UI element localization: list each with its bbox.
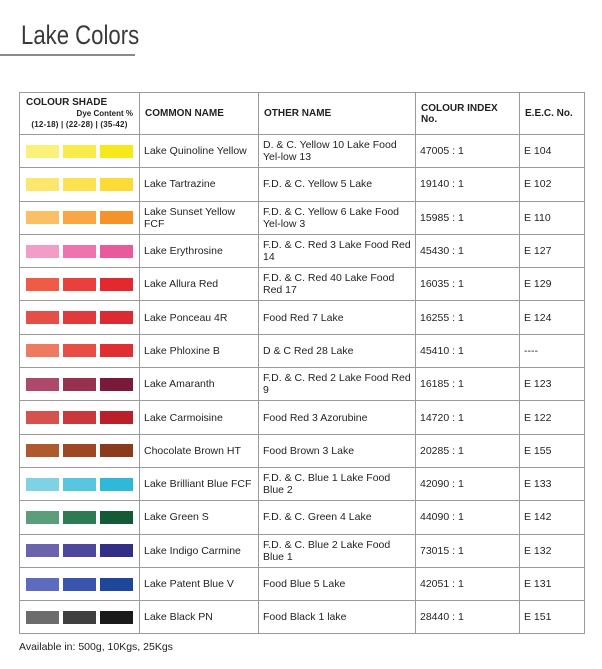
colour-swatch xyxy=(63,245,96,258)
colour-swatch xyxy=(26,411,59,424)
colour-swatch xyxy=(100,245,133,258)
colour-shade-cell xyxy=(20,434,140,467)
swatch-group xyxy=(24,278,135,291)
swatch-group xyxy=(24,511,135,524)
common-name-cell: Lake Green S xyxy=(140,501,259,534)
swatch-group xyxy=(24,211,135,224)
colour-swatch xyxy=(26,211,59,224)
eec-number-cell: E 131 xyxy=(520,567,585,600)
table-row xyxy=(20,368,585,401)
colour-swatch xyxy=(100,378,133,391)
colour-swatch xyxy=(63,544,96,557)
colour-swatch xyxy=(63,378,96,391)
swatch-group xyxy=(24,344,135,357)
colour-swatch xyxy=(26,578,59,591)
colour-swatch xyxy=(100,544,133,557)
colour-swatch xyxy=(26,444,59,457)
common-name-cell: Lake Tartrazine xyxy=(140,168,259,201)
colour-swatch xyxy=(26,478,59,491)
colour-swatch xyxy=(63,311,96,324)
table-header-row xyxy=(20,93,585,135)
other-name-cell: Food Brown 3 Lake xyxy=(259,434,416,467)
swatch-group xyxy=(24,578,135,591)
eec-number-cell: ---- xyxy=(520,334,585,367)
header-other-name: OTHER NAME xyxy=(259,93,416,135)
other-name-cell: Food Red 3 Azorubine xyxy=(259,401,416,434)
other-name-cell: F.D. & C. Red 2 Lake Food Red 9 xyxy=(259,368,416,401)
colour-swatch xyxy=(63,344,96,357)
table-row xyxy=(20,168,585,201)
table-row xyxy=(20,334,585,367)
table-row xyxy=(20,201,585,234)
header-eec-number: E.E.C. No. xyxy=(520,93,585,135)
colour-swatch xyxy=(100,444,133,457)
colour-shade-cell xyxy=(20,301,140,334)
swatch-group xyxy=(24,478,135,491)
colour-swatch xyxy=(26,378,59,391)
table-row xyxy=(20,234,585,267)
common-name-cell: Lake Quinoline Yellow xyxy=(140,135,259,168)
colour-swatch xyxy=(100,278,133,291)
colour-index-cell: 15985 : 1 xyxy=(416,201,520,234)
lake-colors-table xyxy=(19,92,585,634)
eec-number-cell: E 122 xyxy=(520,401,585,434)
colour-index-cell: 45430 : 1 xyxy=(416,234,520,267)
colour-swatch xyxy=(63,145,96,158)
colour-swatch xyxy=(100,344,133,357)
colour-index-cell: 20285 : 1 xyxy=(416,434,520,467)
table-row xyxy=(20,434,585,467)
colour-swatch xyxy=(100,311,133,324)
header-common-name: COMMON NAME xyxy=(140,93,259,135)
colour-swatch xyxy=(26,544,59,557)
colour-swatch xyxy=(100,511,133,524)
common-name-cell: Lake Allura Red xyxy=(140,268,259,301)
colour-swatch xyxy=(26,611,59,624)
swatch-group xyxy=(24,245,135,258)
swatch-group xyxy=(24,178,135,191)
colour-swatch xyxy=(100,411,133,424)
colour-index-cell: 47005 : 1 xyxy=(416,135,520,168)
colour-shade-cell xyxy=(20,168,140,201)
eec-number-cell: E 127 xyxy=(520,234,585,267)
other-name-cell: F.D. & C. Green 4 Lake xyxy=(259,501,416,534)
common-name-cell: Lake Brilliant Blue FCF xyxy=(140,467,259,500)
colour-shade-cell xyxy=(20,368,140,401)
table-row xyxy=(20,501,585,534)
colour-index-cell: 19140 : 1 xyxy=(416,168,520,201)
common-name-cell: Lake Carmoisine xyxy=(140,401,259,434)
header-dye-content-label: Dye Content % xyxy=(76,109,133,118)
other-name-cell: F.D. & C. Red 3 Lake Food Red 14 xyxy=(259,234,416,267)
colour-swatch xyxy=(100,578,133,591)
page-title: Lake Colors xyxy=(21,20,140,50)
colour-shade-cell xyxy=(20,601,140,634)
other-name-cell: D & C Red 28 Lake xyxy=(259,334,416,367)
common-name-cell: Lake Sunset Yellow FCF xyxy=(140,201,259,234)
table-row xyxy=(20,567,585,600)
colour-index-cell: 28440 : 1 xyxy=(416,601,520,634)
other-name-cell: Food Red 7 Lake xyxy=(259,301,416,334)
colour-swatch xyxy=(63,444,96,457)
colour-swatch xyxy=(100,145,133,158)
colour-shade-cell xyxy=(20,201,140,234)
common-name-cell: Lake Ponceau 4R xyxy=(140,301,259,334)
eec-number-cell: E 129 xyxy=(520,268,585,301)
colour-swatch xyxy=(63,278,96,291)
colour-index-cell: 45410 : 1 xyxy=(416,334,520,367)
colour-index-cell: 42090 : 1 xyxy=(416,467,520,500)
colour-shade-cell xyxy=(20,467,140,500)
availability-note: Available in: 500g, 10Kgs, 25Kgs xyxy=(19,641,173,653)
swatch-group xyxy=(24,544,135,557)
eec-number-cell: E 132 xyxy=(520,534,585,567)
colour-index-cell: 16035 : 1 xyxy=(416,268,520,301)
swatch-group xyxy=(24,611,135,624)
eec-number-cell: E 104 xyxy=(520,135,585,168)
table-row xyxy=(20,401,585,434)
swatch-group xyxy=(24,444,135,457)
header-colour-shade-label: COLOUR SHADE xyxy=(26,97,108,108)
colour-shade-cell xyxy=(20,334,140,367)
colour-index-cell: 44090 : 1 xyxy=(416,501,520,534)
table-row xyxy=(20,601,585,634)
header-colour-shade xyxy=(20,93,140,135)
table-row xyxy=(20,268,585,301)
eec-number-cell: E 123 xyxy=(520,368,585,401)
header-colour-index: COLOUR INDEX No. xyxy=(416,93,520,135)
common-name-cell: Lake Phloxine B xyxy=(140,334,259,367)
colour-shade-cell xyxy=(20,567,140,600)
colour-swatch xyxy=(63,411,96,424)
colour-swatch xyxy=(26,145,59,158)
colour-swatch xyxy=(26,311,59,324)
other-name-cell: D. & C. Yellow 10 Lake Food Yel-low 13 xyxy=(259,135,416,168)
swatch-group xyxy=(24,311,135,324)
common-name-cell: Lake Amaranth xyxy=(140,368,259,401)
colour-swatch xyxy=(100,211,133,224)
other-name-cell: F.D. & C. Yellow 6 Lake Food Yel-low 3 xyxy=(259,201,416,234)
colour-swatch xyxy=(63,478,96,491)
eec-number-cell: E 110 xyxy=(520,201,585,234)
table-row xyxy=(20,301,585,334)
swatch-group xyxy=(24,145,135,158)
colour-shade-cell xyxy=(20,268,140,301)
colour-swatch xyxy=(100,178,133,191)
colour-swatch xyxy=(63,511,96,524)
swatch-group xyxy=(24,411,135,424)
table-row xyxy=(20,467,585,500)
colour-swatch xyxy=(63,611,96,624)
eec-number-cell: E 155 xyxy=(520,434,585,467)
colour-index-cell: 16255 : 1 xyxy=(416,301,520,334)
eec-number-cell: E 133 xyxy=(520,467,585,500)
table-row xyxy=(20,534,585,567)
other-name-cell: Food Black 1 lake xyxy=(259,601,416,634)
colour-swatch xyxy=(26,344,59,357)
eec-number-cell: E 124 xyxy=(520,301,585,334)
colour-swatch xyxy=(26,178,59,191)
header-dye-ranges-label: (12-18) | (22-28) | (35-42) xyxy=(31,120,128,129)
colour-shade-cell xyxy=(20,234,140,267)
title-underline xyxy=(0,54,135,56)
swatch-group xyxy=(24,378,135,391)
eec-number-cell: E 102 xyxy=(520,168,585,201)
colour-swatch xyxy=(26,278,59,291)
colour-index-cell: 73015 : 1 xyxy=(416,534,520,567)
colour-shade-cell xyxy=(20,135,140,168)
other-name-cell: Food Blue 5 Lake xyxy=(259,567,416,600)
colour-shade-cell xyxy=(20,401,140,434)
common-name-cell: Lake Black PN xyxy=(140,601,259,634)
colour-index-cell: 14720 : 1 xyxy=(416,401,520,434)
other-name-cell: F.D. & C. Yellow 5 Lake xyxy=(259,168,416,201)
eec-number-cell: E 142 xyxy=(520,501,585,534)
colour-swatch xyxy=(26,511,59,524)
colour-index-cell: 42051 : 1 xyxy=(416,567,520,600)
common-name-cell: Lake Patent Blue V xyxy=(140,567,259,600)
colour-index-cell: 16185 : 1 xyxy=(416,368,520,401)
colour-swatch xyxy=(63,178,96,191)
colour-swatch xyxy=(63,211,96,224)
common-name-cell: Lake Erythrosine xyxy=(140,234,259,267)
colour-swatch xyxy=(63,578,96,591)
other-name-cell: F.D. & C. Blue 1 Lake Food Blue 2 xyxy=(259,467,416,500)
common-name-cell: Lake Indigo Carmine xyxy=(140,534,259,567)
other-name-cell: F.D. & C. Red 40 Lake Food Red 17 xyxy=(259,268,416,301)
colour-swatch xyxy=(100,478,133,491)
common-name-cell: Chocolate Brown HT xyxy=(140,434,259,467)
colour-swatch xyxy=(26,245,59,258)
table-row xyxy=(20,135,585,168)
other-name-cell: F.D. & C. Blue 2 Lake Food Blue 1 xyxy=(259,534,416,567)
colour-shade-cell xyxy=(20,534,140,567)
colour-shade-cell xyxy=(20,501,140,534)
colour-swatch xyxy=(100,611,133,624)
eec-number-cell: E 151 xyxy=(520,601,585,634)
